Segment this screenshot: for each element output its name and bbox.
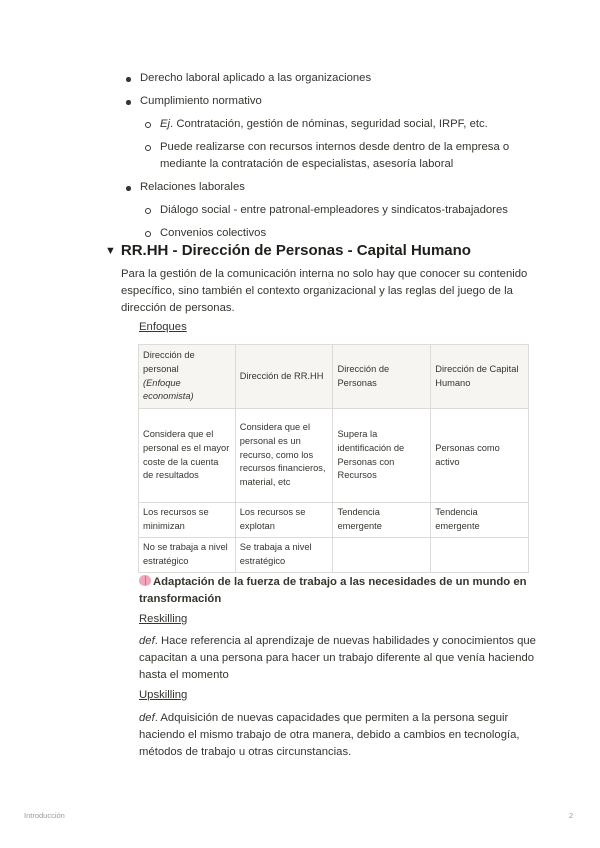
table-header-cell: Dirección de personal (Enfoque economista) xyxy=(139,345,236,409)
table-cell xyxy=(431,538,529,573)
table-cell: Considera que el personal es un recurso, como los recursos financieros, material, etc xyxy=(235,409,333,503)
table-row xyxy=(139,503,529,538)
upskilling-label: Upskilling xyxy=(139,689,188,701)
table-cell: Se trabaja a nivel estratégico xyxy=(235,538,333,573)
upskilling-definition: def. Adquisición de nuevas capacidades que permiten a la persona seguir haciendo el mismo trabajo de otra manera, debido a cambios en tecnología, métodos de trabajo u otras circunstancias. xyxy=(139,712,520,758)
reskilling-label: Reskilling xyxy=(139,613,188,625)
table-cell: Los recursos se explotan xyxy=(235,503,333,538)
list-item: Diálogo social - entre patronal-empleadores y sindicatos-trabajadores xyxy=(140,202,544,219)
bullet-list xyxy=(124,70,544,242)
table-cell: Considera que el personal es el mayor coste de la cuenta de resultados xyxy=(139,409,236,503)
table-row xyxy=(139,409,529,503)
list-item: Relaciones laborales Diálogo social - entre patronal-empleadores y sindicatos-trabajadores Convenios colectivos xyxy=(124,179,544,242)
table-header-cell: Dirección de Capital Humano xyxy=(431,345,529,409)
triangle-down-icon[interactable]: ▼ xyxy=(105,245,116,257)
footer-page-number: 2 xyxy=(569,811,574,820)
list-item: Convenios colectivos xyxy=(140,225,544,242)
table-header-cell: Dirección de RR.HH xyxy=(235,345,333,409)
footer-section-name: Introducción xyxy=(24,811,65,820)
table-cell xyxy=(333,538,431,573)
list-item: Ej. Contratación, gestión de nóminas, seguridad social, IRPF, etc. xyxy=(140,116,544,133)
table-cell: No se trabaja a nivel estratégico xyxy=(139,538,236,573)
table-cell: Tendencia emergente xyxy=(333,503,431,538)
table-cell: Personas como activo xyxy=(431,409,529,503)
brain-icon xyxy=(139,575,151,586)
callout-heading: Adaptación de la fuerza de trabajo a las necesidades de un mundo en transformación xyxy=(139,576,527,605)
sub-bullet-list xyxy=(140,202,544,242)
reskilling-definition: def. Hace referencia al aprendizaje de nuevas habilidades y conocimientos que capacitan a una persona para hacer un trabajo diferente al que venía haciendo hasta el momento xyxy=(139,635,536,681)
table-header-row xyxy=(139,345,529,409)
sub-bullet-list xyxy=(140,116,544,173)
list-item: Puede realizarse con recursos internos desde dentro de la empresa o mediante la contratación de especialistas, asesoría laboral xyxy=(140,139,544,173)
section-heading-toggle[interactable]: ▼ RR.HH - Dirección de Personas - Capital Humano xyxy=(105,242,471,259)
table-header-cell: Dirección de Personas xyxy=(333,345,431,409)
list-item: Derecho laboral aplicado a las organizaciones xyxy=(124,70,544,87)
table-cell: Supera la identificación de Personas con Recursos xyxy=(333,409,431,503)
intro-paragraph: Para la gestión de la comunicación interna no solo hay que conocer su contenido específico, sino también el contexto organizacional y las reglas del juego de la dirección de personas. xyxy=(121,268,528,314)
enfoques-label: Enfoques xyxy=(139,321,187,333)
table-row xyxy=(139,538,529,573)
table-cell: Los recursos se minimizan xyxy=(139,503,236,538)
list-item: Cumplimiento normativo Ej. Contratación, gestión de nóminas, seguridad social, IRPF, etc. Puede realizarse con recursos internos desde dentro de la empresa o mediante la contratación de especialistas, asesoría laboral xyxy=(124,93,544,173)
table-cell: Tendencia emergente xyxy=(431,503,529,538)
enfoques-table xyxy=(138,344,529,573)
